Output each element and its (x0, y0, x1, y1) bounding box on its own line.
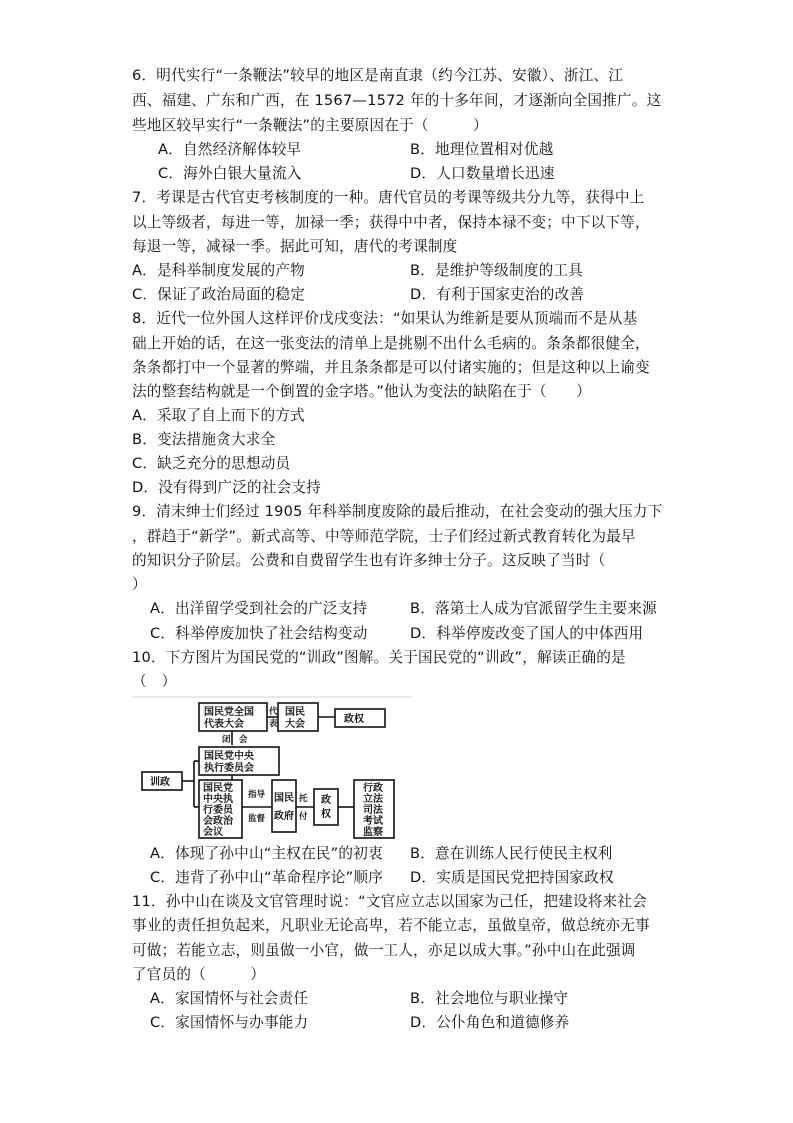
guomin-line-1: 国民 (285, 707, 305, 718)
q8-option-c: C．缺乏充分的思想动员 (132, 455, 291, 472)
q7-option-c: C．保证了政治局面的稳定 (132, 286, 306, 303)
q9-option-c: C．科举停废加快了社会结构变动 (150, 625, 368, 642)
q6-stem-line-3: 些地区较早实行“一条鞭法”的主要原因在于（ ） (132, 117, 488, 134)
zhidao-1: 指导 (248, 790, 266, 800)
q8-option-d: D．没有得到广泛的社会支持 (132, 479, 321, 496)
q8-option-b: B．变法措施贪大求全 (132, 431, 276, 448)
zhidao-2: 监督 (248, 814, 266, 824)
q6-option-d: D．人口数量增长迅速 (410, 165, 555, 182)
q11-stem-line-1: 11．孙中山在谈及文官管理时说：“文官应立志以国家为己任，把建设将来社会 (132, 893, 647, 910)
xunzheng-label: 训政 (150, 777, 170, 788)
q9-option-b: B．落第士人成为官派留学生主要来源 (410, 600, 657, 617)
daibiao-2: 表 (269, 719, 278, 729)
q11-option-c: C．家国情怀与办事能力 (150, 1014, 309, 1031)
council-5: 会议 (203, 827, 223, 838)
tuofu-2: 付 (299, 812, 308, 822)
council-2: 中央执 (203, 794, 233, 805)
q9-option-d: D．科举停废改变了国人的中体西用 (410, 625, 644, 642)
guomin-line-2: 大会 (285, 719, 305, 730)
cec-line-2: 执行委员会 (204, 763, 254, 774)
q7-option-a: A．是科举制度发展的产物 (132, 262, 305, 279)
zhengquan2-2: 权 (321, 809, 331, 820)
five-3: 司法 (363, 805, 383, 816)
five-2: 立法 (363, 794, 383, 805)
q7-stem-line-3: 每退一等，减禄一季。据此可知，唐代的考课制度 (132, 238, 458, 255)
bihui-label: 闭 会 (222, 735, 248, 745)
q8-stem-line-3: 条条都打中一个显著的弊端，并且条条都是可以付诸实施的；但是这种以上谕变 (132, 359, 650, 376)
q6-stem-line-1: 6．明代实行“一条鞭法”较早的地区是南直隶（约今江苏、安徽）、浙江、江 (132, 67, 624, 84)
q11-option-a: A．家国情怀与社会责任 (150, 990, 309, 1007)
q8-stem-line-4: 法的整套结构就是一个倒置的金字塔。”他认为变法的缺陷在于（ ） (132, 383, 592, 400)
council-1: 国民党 (203, 783, 233, 794)
q9-stem-line-4: ） (132, 576, 147, 593)
q9-stem-line-1: 9．清末绅士们经过 1905 年科举制度废除的最后推动，在社会变动的强大压力下 (132, 503, 663, 520)
q10-option-b: B．意在训练人民行使民主权利 (410, 845, 613, 862)
q6-stem-line-2: 西、福建、广东和广西，在 1567—1572 年的十多年间，才逐渐向全国推广。这 (132, 92, 662, 109)
zhengquan2-1: 政 (321, 795, 331, 806)
daibiao-1: 代 (269, 707, 278, 717)
q6-option-a: A．自然经济解体较早 (158, 141, 302, 158)
q11-option-d: D．公仆角色和道德修养 (410, 1014, 570, 1031)
zhengquan-top: 政权 (344, 714, 364, 725)
q11-stem-line-2: 事业的责任担负起来，凡职业无论高卑，若不能立志，虽做皇帝，做总统亦无事 (132, 917, 650, 934)
congress-line-1: 国民党全国 (204, 707, 254, 718)
q8-stem-line-1: 8．近代一位外国人这样评价戊戌变法：“如果认为维新是要从顶端而不是从基 (132, 310, 638, 327)
q10-option-d: D．实质是国民党把持国家政权 (410, 869, 614, 886)
five-4: 考试 (363, 816, 383, 827)
q11-stem-line-4: 了官员的（ ） (132, 966, 266, 983)
q7-stem-line-1: 7．考课是古代官吏考核制度的一种。唐代官员的考课等级共分九等，获得中上 (132, 189, 645, 206)
q9-stem-line-3: 的知识分子阶层。公费和自费留学生也有许多绅士分子。这反映了当时（ (132, 552, 606, 569)
q7-option-b: B．是维护等级制度的工具 (410, 262, 583, 279)
xunzheng-diagram-svg (132, 695, 412, 845)
q10-option-a: A．体现了孙中山“主权在民”的初衷 (150, 845, 383, 862)
council-4: 会政治 (203, 816, 233, 827)
five-1: 行政 (363, 783, 383, 794)
q8-stem-line-2: 础上开始的话，在这一张变法的清单上是挑剔不出什么毛病的。条条都很健全， (132, 335, 650, 352)
q6-option-c: C．海外白银大量流入 (158, 165, 302, 182)
congress-line-2: 代表大会 (204, 719, 244, 730)
q9-stem-line-2: ，群趋于“新学”。新式高等、中等师范学院，士子们经过新式教育转化为最早 (132, 528, 636, 545)
q6-option-b: B．地理位置相对优越 (410, 141, 554, 158)
q10-option-c: C．违背了孙中山“革命程序论”顺序 (150, 869, 384, 886)
q7-stem-line-2: 以上等级者，每进一等，加禄一季；获得中中者，保持本禄不变；中下以下等， (132, 214, 650, 231)
q8-option-a: A．采取了自上而下的方式 (132, 407, 305, 424)
govt-2: 政府 (274, 811, 294, 822)
cec-line-1: 国民党中央 (204, 751, 254, 762)
q11-stem-line-3: 可做；若能立志，则虽做一小官，做一工人，亦足以成大事。”孙中山在此强调 (132, 942, 636, 959)
government-box (272, 780, 296, 832)
q10-stem-line-2: （ ） (132, 673, 177, 690)
q9-option-a: A．出洋留学受到社会的广泛支持 (150, 600, 368, 617)
q7-option-d: D．有利于国家吏治的改善 (410, 286, 585, 303)
five-5: 监察 (363, 827, 383, 838)
q11-option-b: B．社会地位与职业操守 (410, 990, 569, 1007)
tuofu-1: 托 (299, 794, 308, 804)
govt-1: 国民 (274, 793, 294, 804)
xunzheng-diagram (132, 695, 412, 845)
council-3: 行委员 (203, 805, 233, 816)
q10-stem-line-1: 10．下方图片为国民党的“训政”图解。关于国民党的“训政”，解读正确的是 (132, 649, 626, 666)
